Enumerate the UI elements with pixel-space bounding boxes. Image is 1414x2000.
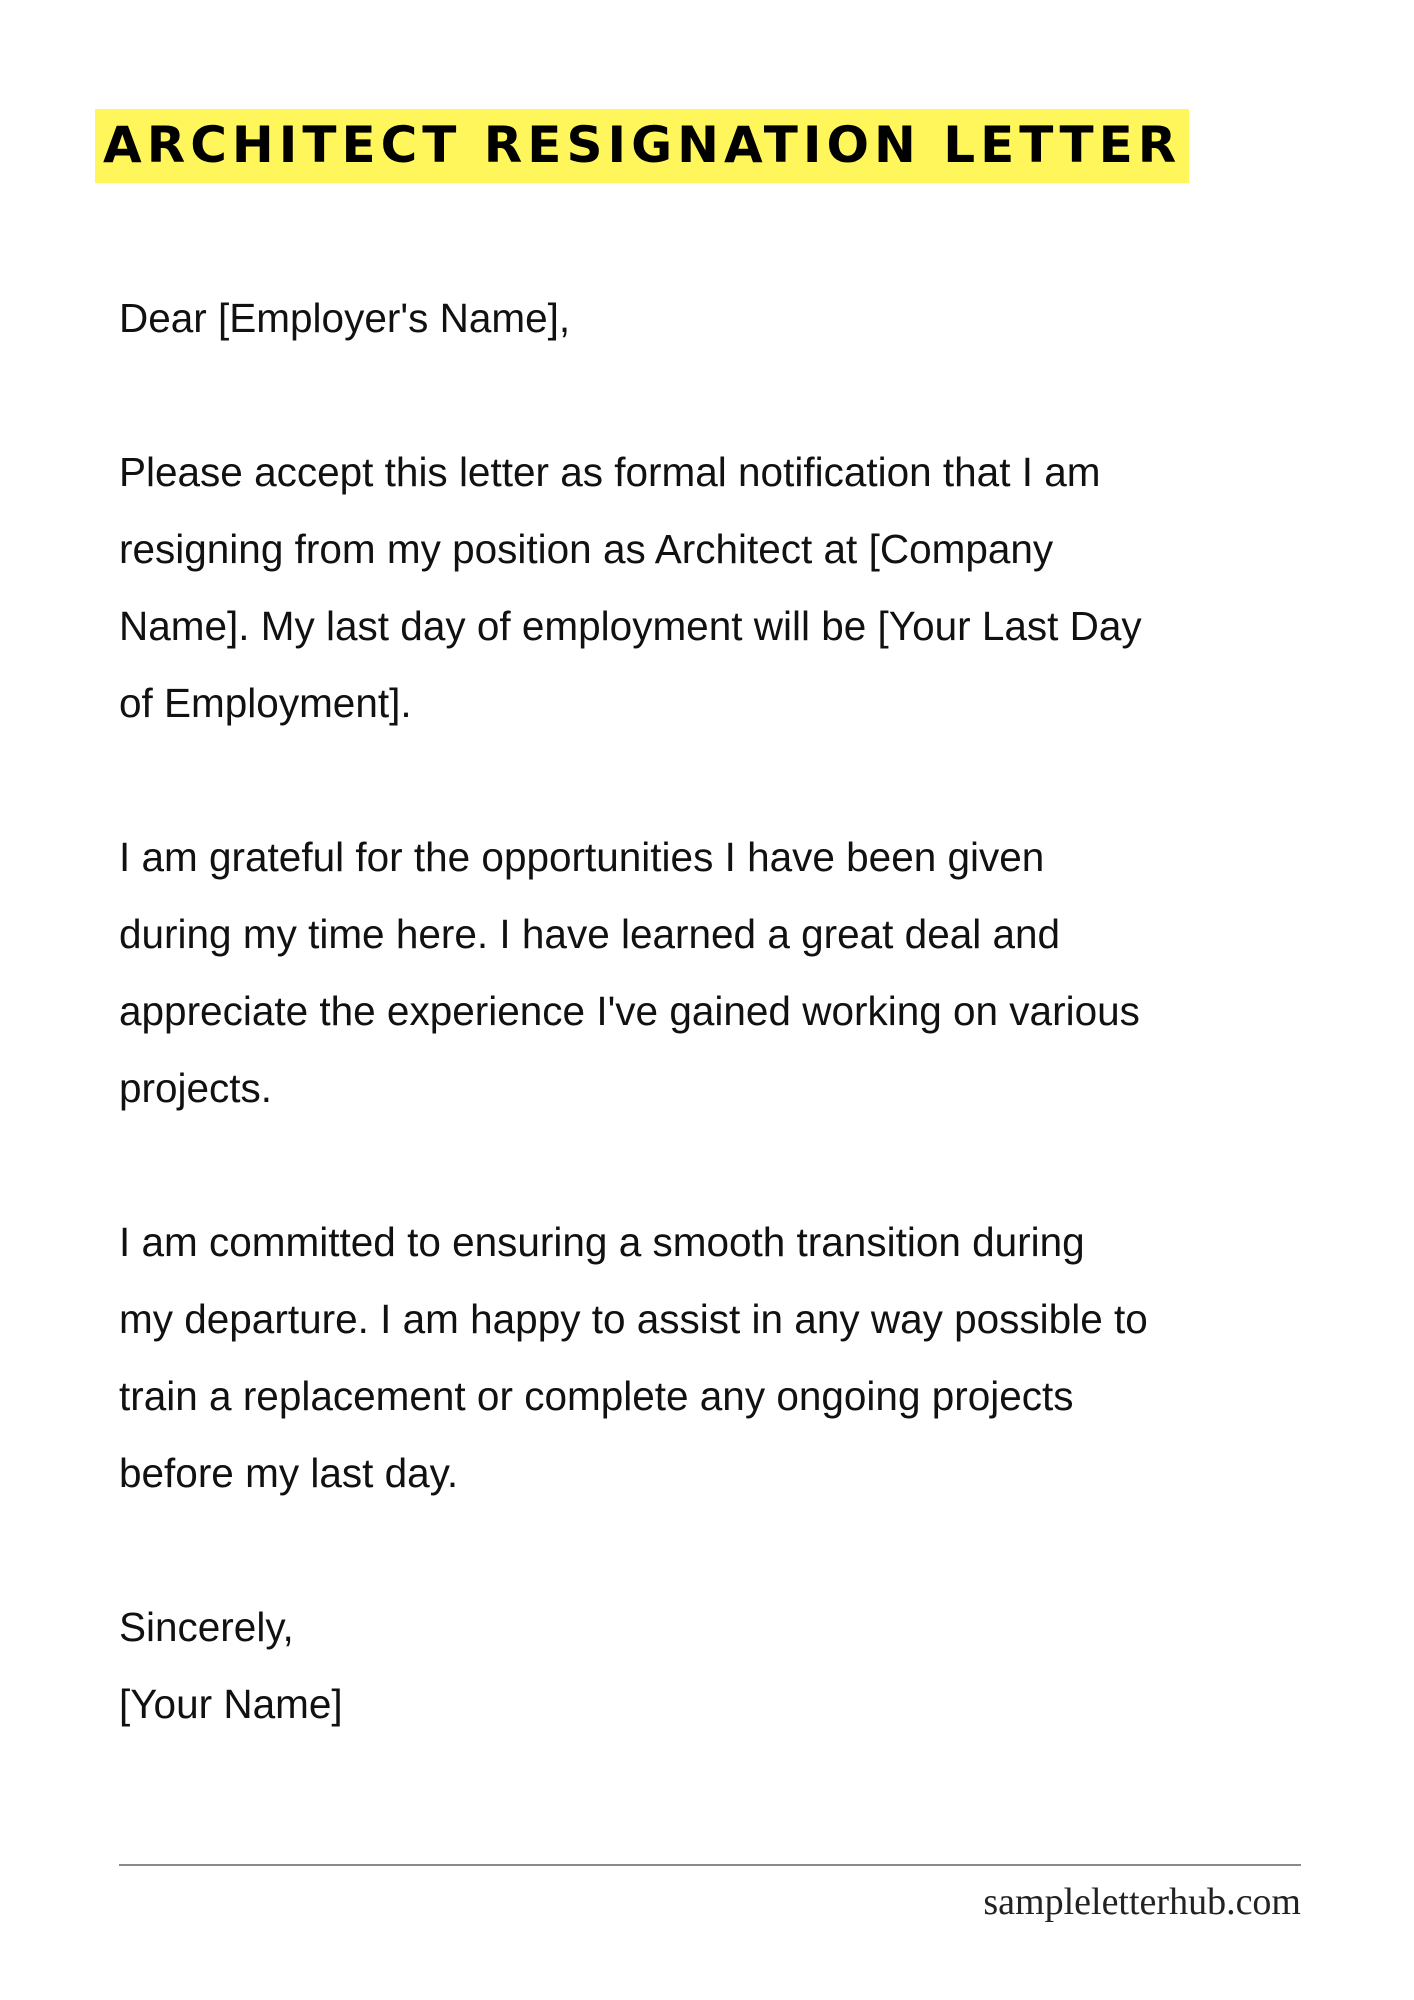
- signature-placeholder: [Your Name]: [119, 1681, 343, 1727]
- paragraph-line: appreciate the experience I've gained working on various: [119, 988, 1140, 1034]
- footer-site-name: sampleletterhub.com: [983, 1881, 1301, 1923]
- paragraph-line: I am committed to ensuring a smooth transition during: [119, 1219, 1085, 1265]
- paragraph-line: train a replacement or complete any ongoing projects: [119, 1373, 1074, 1419]
- salutation: [119, 280, 1359, 357]
- paragraph-line: of Employment].: [119, 680, 412, 726]
- paragraph-line: projects.: [119, 1065, 273, 1111]
- letter-body: [119, 280, 1359, 1743]
- paragraph-transition: [119, 1204, 1359, 1512]
- paragraph-line: I am grateful for the opportunities I have been given: [119, 834, 1045, 880]
- closing-block: [119, 1589, 1359, 1743]
- title-highlight: [95, 109, 1189, 183]
- paragraph-line: during my time here. I have learned a great deal and: [119, 911, 1061, 957]
- closing-text: Sincerely,: [119, 1604, 294, 1650]
- salutation-text: Dear [Employer's Name],: [119, 295, 571, 341]
- paragraph-notification: [119, 434, 1359, 742]
- paragraph-gratitude: [119, 819, 1359, 1127]
- paragraph-line: before my last day.: [119, 1450, 459, 1496]
- paragraph-line: my departure. I am happy to assist in any way possible to: [119, 1296, 1148, 1342]
- paragraph-line: Please accept this letter as formal notification that I am: [119, 449, 1101, 495]
- paragraph-line: Name]. My last day of employment will be [Your Last Day: [119, 603, 1142, 649]
- paragraph-line: resigning from my position as Architect at [Company: [119, 526, 1054, 572]
- footer-divider: [119, 1864, 1301, 1866]
- letter-title: ARCHITECT RESIGNATION LETTER: [103, 116, 1182, 174]
